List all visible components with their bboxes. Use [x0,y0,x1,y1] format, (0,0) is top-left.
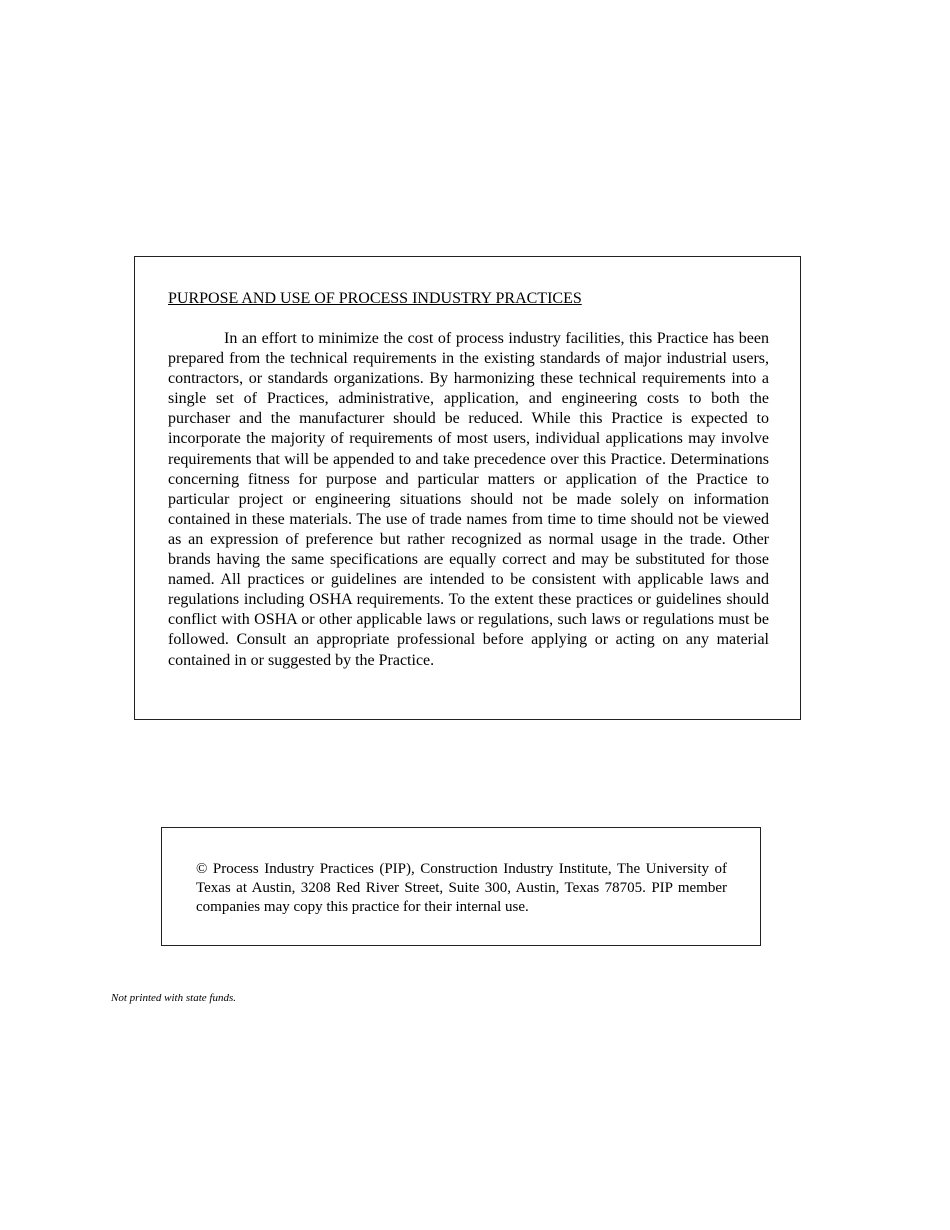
footer-note: Not printed with state funds. [111,992,236,1004]
purpose-title: PURPOSE AND USE OF PROCESS INDUSTRY PRACTICES [168,290,582,307]
copyright-box [161,827,761,946]
purpose-body: In an effort to minimize the cost of process industry facilities, this Practice has been prepared from the technical requirements in the existing standards of major industrial users, contractors, or standards organizations. By harmonizing these technical requirements into a single set of Practices, administrative, application, and engineering costs to both the purchaser and the manufacturer should be reduced. While this Practice is expected to incorporate the majority of requirements of most users, individual applications may involve requirements that will be appended to and take precedence over this Practice. Determinations concerning fitness for purpose and particular matters or application of the Practice to particular project or engineering situations should not be made solely on information contained in these materials. The use of trade names from time to time should not be viewed as an expression of preference but rather recognized as normal usage in the trade. Other brands having the same specifications are equally correct and may be substituted for those named. All practices or guidelines are intended to be consistent with applicable laws and regulations including OSHA requirements. To the extent these practices or guidelines should conflict with OSHA or other applicable laws or regulations, such laws or regulations must be followed. Consult an appropriate professional before applying or acting on any material contained in or suggested by the Practice. [168,330,769,669]
purpose-box [134,256,801,720]
copyright-text: © Process Industry Practices (PIP), Construction Industry Institute, The University of Texas at Austin, 3208 Red River Street, Suite 300, Austin, Texas 78705. PIP member companies may copy this practice for their internal use. [196,861,727,915]
